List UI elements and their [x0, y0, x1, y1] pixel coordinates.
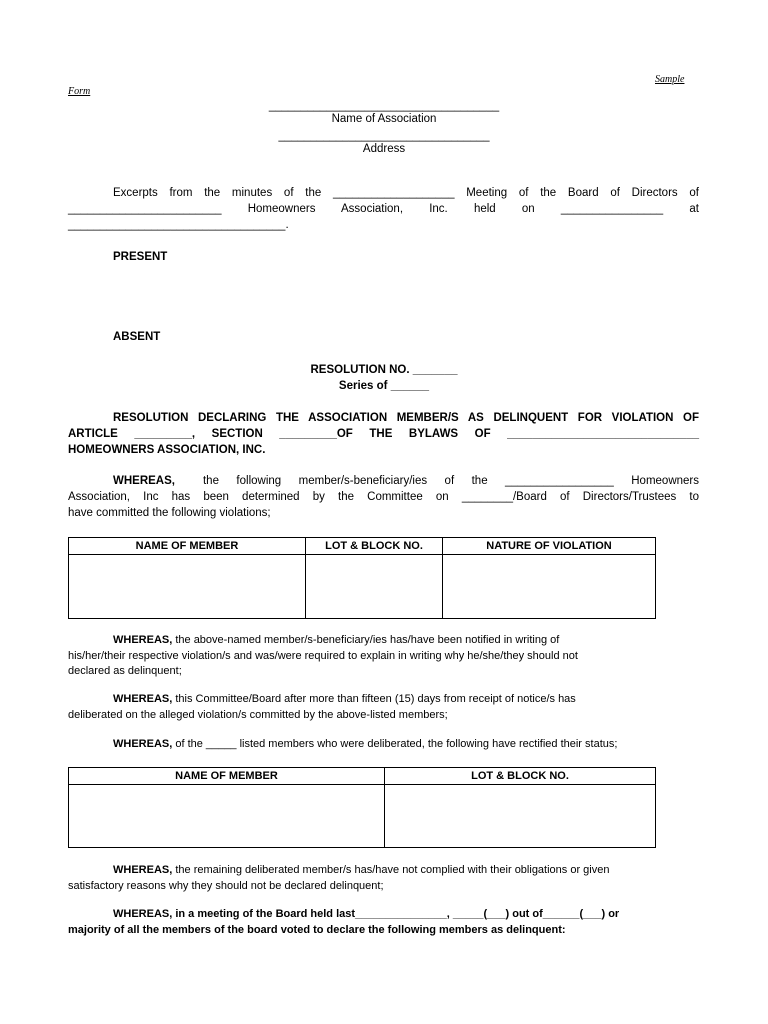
excerpt-line-2: ________________________ Homeowners Association, Inc. held on ________________ at [68, 203, 699, 215]
resolution-title-line-3: HOMEOWNERS ASSOCIATION, INC. [68, 444, 266, 456]
column-header-lot-block: LOT & BLOCK NO. [306, 538, 443, 555]
violations-table-header [69, 538, 656, 555]
whereas-paragraph-4 [68, 737, 699, 753]
resolution-number: RESOLUTION NO. _______ [310, 364, 458, 376]
address-label: Address [362, 143, 406, 155]
resolution-title [68, 410, 699, 458]
whereas-4-line-1: of the _____ listed members who were deliberated, the following have rectified their status; [175, 738, 618, 750]
whereas-paragraph-1 [68, 473, 699, 521]
table-cell-violation[interactable] [443, 555, 656, 619]
whereas-1-lead: WHEREAS, [113, 475, 175, 487]
whereas-3-lead: WHEREAS, [113, 693, 173, 705]
whereas-1-line-1: the following member/s-beneficiary/ies of the _________________ Homeowners [202, 475, 699, 487]
table-cell-name[interactable] [69, 555, 306, 619]
column-header-lot-block: LOT & BLOCK NO. [385, 768, 656, 785]
whereas-6-lead: WHEREAS, [113, 908, 173, 920]
table-row [69, 555, 656, 619]
whereas-2-line-2: his/her/their respective violation/s and was/were required to explain in writing why he/she/they should not [68, 649, 578, 662]
rectified-table-header [69, 768, 656, 785]
column-header-name: NAME OF MEMBER [69, 768, 385, 785]
column-header-name: NAME OF MEMBER [69, 538, 306, 555]
whereas-paragraph-6 [68, 907, 699, 938]
sample-label: Sample [655, 74, 685, 85]
excerpt-line-3: __________________________________. [68, 219, 289, 231]
address-blank: _________________________________ [278, 130, 490, 142]
whereas-5-lead: WHEREAS, [113, 864, 173, 876]
whereas-1-line-2: Association, Inc has been determined by the Committee on ________/Board of Directors/Trustees to [68, 491, 699, 503]
whereas-5-line-2: satisfactory reasons why they should not be declared delinquent; [68, 879, 384, 892]
excerpt-line-1: Excerpts from the minutes of the ___________________ Meeting of the Board of Directors of [113, 187, 699, 199]
form-label: Form [68, 86, 91, 97]
column-header-violation: NATURE OF VIOLATION [443, 538, 656, 555]
association-name-blank: ____________________________________ [268, 100, 500, 112]
whereas-2-line-1: the above-named member/s-beneficiary/ies has/have been notified in writing of [175, 634, 560, 646]
present-heading: PRESENT [113, 251, 168, 263]
resolution-title-line-2: ARTICLE _________, SECTION _________OF THE BYLAWS OF ______________________________ [68, 428, 699, 440]
table-cell-lot-block[interactable] [385, 785, 656, 848]
whereas-1-line-3: have committed the following violations; [68, 507, 271, 519]
whereas-paragraph-2 [68, 633, 699, 680]
rectified-table [68, 767, 656, 848]
whereas-paragraph-3 [68, 692, 699, 723]
resolution-series: Series of ______ [338, 380, 430, 392]
excerpt-paragraph [68, 185, 699, 233]
whereas-6-line-1: in a meeting of the Board held last_______________, _____(___) out of______(___) or [175, 908, 620, 920]
resolution-title-line-1: RESOLUTION DECLARING THE ASSOCIATION MEMBER/S AS DELINQUENT FOR VIOLATION OF [113, 412, 699, 424]
violations-table [68, 537, 656, 619]
whereas-paragraph-5 [68, 863, 699, 894]
whereas-4-lead: WHEREAS, [113, 738, 173, 750]
whereas-5-line-1: the remaining deliberated member/s has/have not complied with their obligations or given [175, 864, 610, 876]
whereas-2-lead: WHEREAS, [113, 634, 173, 646]
association-name-label: Name of Association [331, 113, 437, 125]
whereas-3-line-2: deliberated on the alleged violation/s committed by the above-listed members; [68, 708, 448, 721]
table-row [69, 785, 656, 848]
whereas-6-line-2: majority of all the members of the board voted to declare the following members as delinquent: [68, 923, 566, 936]
whereas-2-line-3: declared as delinquent; [68, 665, 182, 677]
table-cell-lot-block[interactable] [306, 555, 443, 619]
absent-heading: ABSENT [113, 331, 161, 343]
table-cell-name[interactable] [69, 785, 385, 848]
whereas-3-line-1: this Committee/Board after more than fifteen (15) days from receipt of notice/s has [175, 693, 576, 705]
